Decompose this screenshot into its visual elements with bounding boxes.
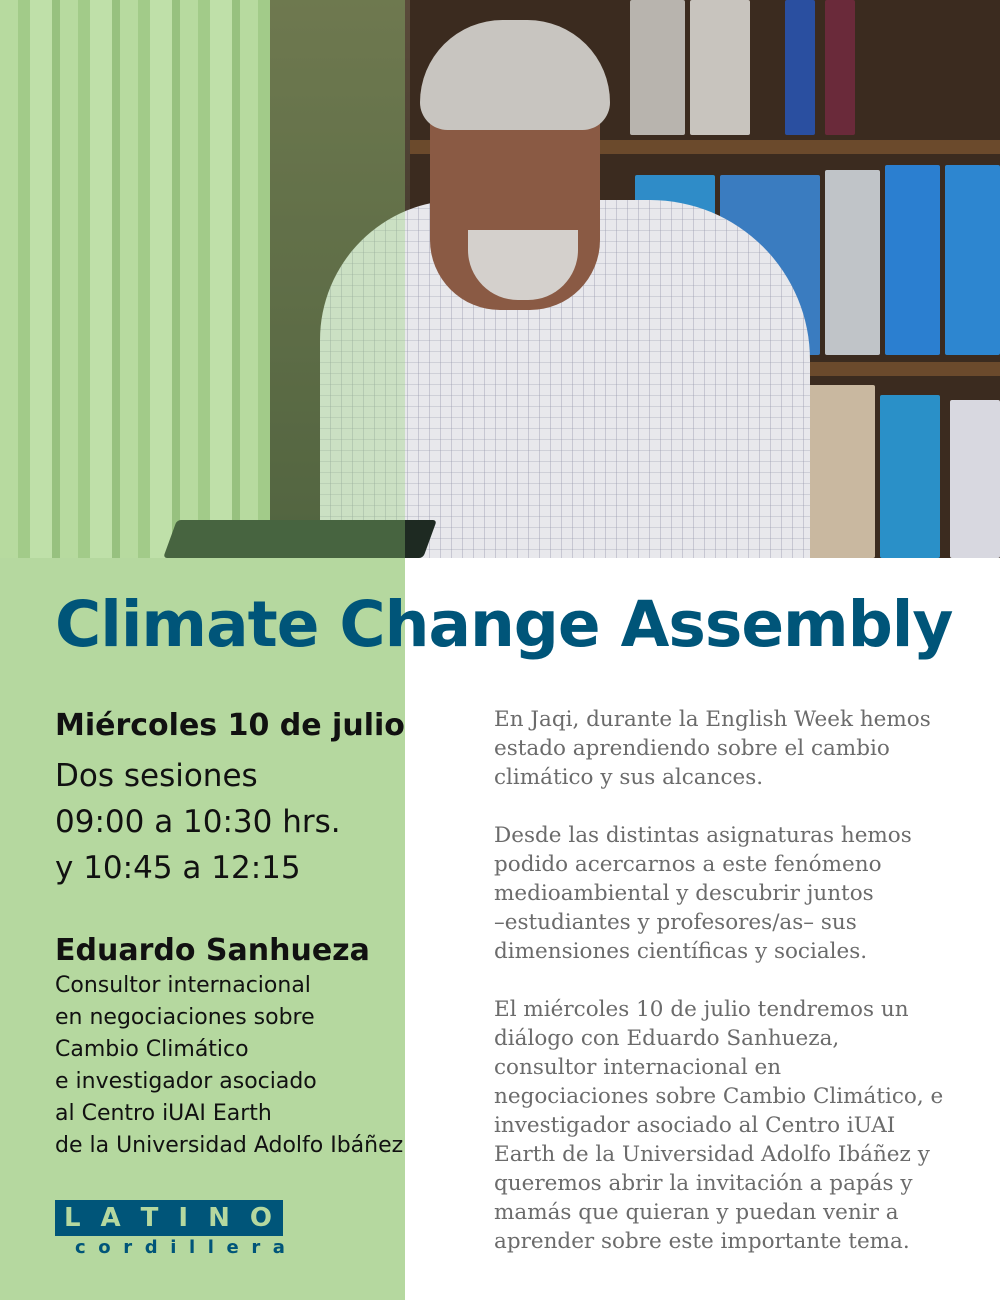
logo-letter: T [140, 1203, 161, 1233]
paragraph-line: El miércoles 10 de julio tendremos un [494, 997, 909, 1022]
paragraph-line: podido acercarnos a este fenómeno [494, 852, 882, 877]
left-green-panel [0, 558, 405, 1300]
paragraph-2 [494, 821, 974, 966]
speaker-name: Eduardo Sanhueza [55, 933, 370, 968]
speaker-role [55, 970, 403, 1162]
paragraph-line: Earth de la Universidad Adolfo Ibáñez y [494, 1142, 930, 1167]
logo-letter: A [100, 1203, 123, 1233]
logo-main-text [55, 1200, 283, 1236]
logo-letter: o [98, 1237, 111, 1258]
logo-letter: a [272, 1237, 285, 1258]
paragraph-line: consultor internacional en [494, 1055, 782, 1080]
paragraph-1 [494, 705, 974, 792]
paragraph-line: medioambiental y descubrir juntos [494, 881, 874, 906]
logo-letter: c [75, 1237, 86, 1258]
logo-letter: e [226, 1237, 239, 1258]
logo-letter: r [251, 1237, 261, 1258]
logo-letter: N [208, 1203, 232, 1233]
session-time-2: y 10:45 a 12:15 [55, 850, 301, 886]
paragraph-line: Desde las distintas asignaturas hemos [494, 823, 912, 848]
paragraph-line: –estudiantes y profesores/as– sus [494, 910, 857, 935]
event-sessions [55, 753, 341, 891]
logo-letter: l [188, 1237, 196, 1258]
logo-letter: r [123, 1237, 133, 1258]
logo-letter: I [178, 1203, 191, 1233]
paragraph-line: aprender sobre este importante tema. [494, 1229, 910, 1254]
logo-letter: L [63, 1203, 83, 1233]
role-line: Consultor internacional [55, 973, 311, 998]
logo-letter: d [144, 1237, 158, 1258]
latino-cordillera-logo [55, 1200, 283, 1260]
session-time-1: 09:00 a 10:30 hrs. [55, 804, 341, 840]
logo-sub-text [75, 1237, 285, 1258]
paragraph-line: climático y sus alcances. [494, 765, 764, 790]
role-line: e investigador asociado [55, 1069, 317, 1094]
paragraph-line: diálogo con Eduardo Sanhueza, [494, 1026, 840, 1051]
role-line: de la Universidad Adolfo Ibáñez [55, 1133, 404, 1158]
paragraph-3 [494, 995, 974, 1256]
paragraph-line: mamás que quieran y puedan venir a [494, 1200, 899, 1225]
sessions-label: Dos sesiones [55, 758, 258, 794]
event-date: Miércoles 10 de julio [55, 708, 405, 743]
role-line: en negociaciones sobre [55, 1005, 315, 1030]
paragraph-line: negociaciones sobre Cambio Climático, e [494, 1084, 944, 1109]
speaker-photo [0, 0, 1000, 558]
logo-letter: O [249, 1203, 274, 1233]
paragraph-line: investigador asociado al Centro iUAI [494, 1113, 896, 1138]
description-text [494, 705, 974, 1285]
paragraph-line: dimensiones científicas y sociales. [494, 939, 868, 964]
paragraph-line: estado aprendiendo sobre el cambio [494, 736, 890, 761]
paragraph-line: En Jaqi, durante la English Week hemos [494, 707, 931, 732]
paragraph-line: queremos abrir la invitación a papás y [494, 1171, 913, 1196]
logo-letter: i [170, 1237, 177, 1258]
page-title: Climate Change Assembly [55, 588, 953, 661]
role-line: al Centro iUAI Earth [55, 1101, 272, 1126]
role-line: Cambio Climático [55, 1037, 249, 1062]
logo-letter: l [207, 1237, 214, 1258]
